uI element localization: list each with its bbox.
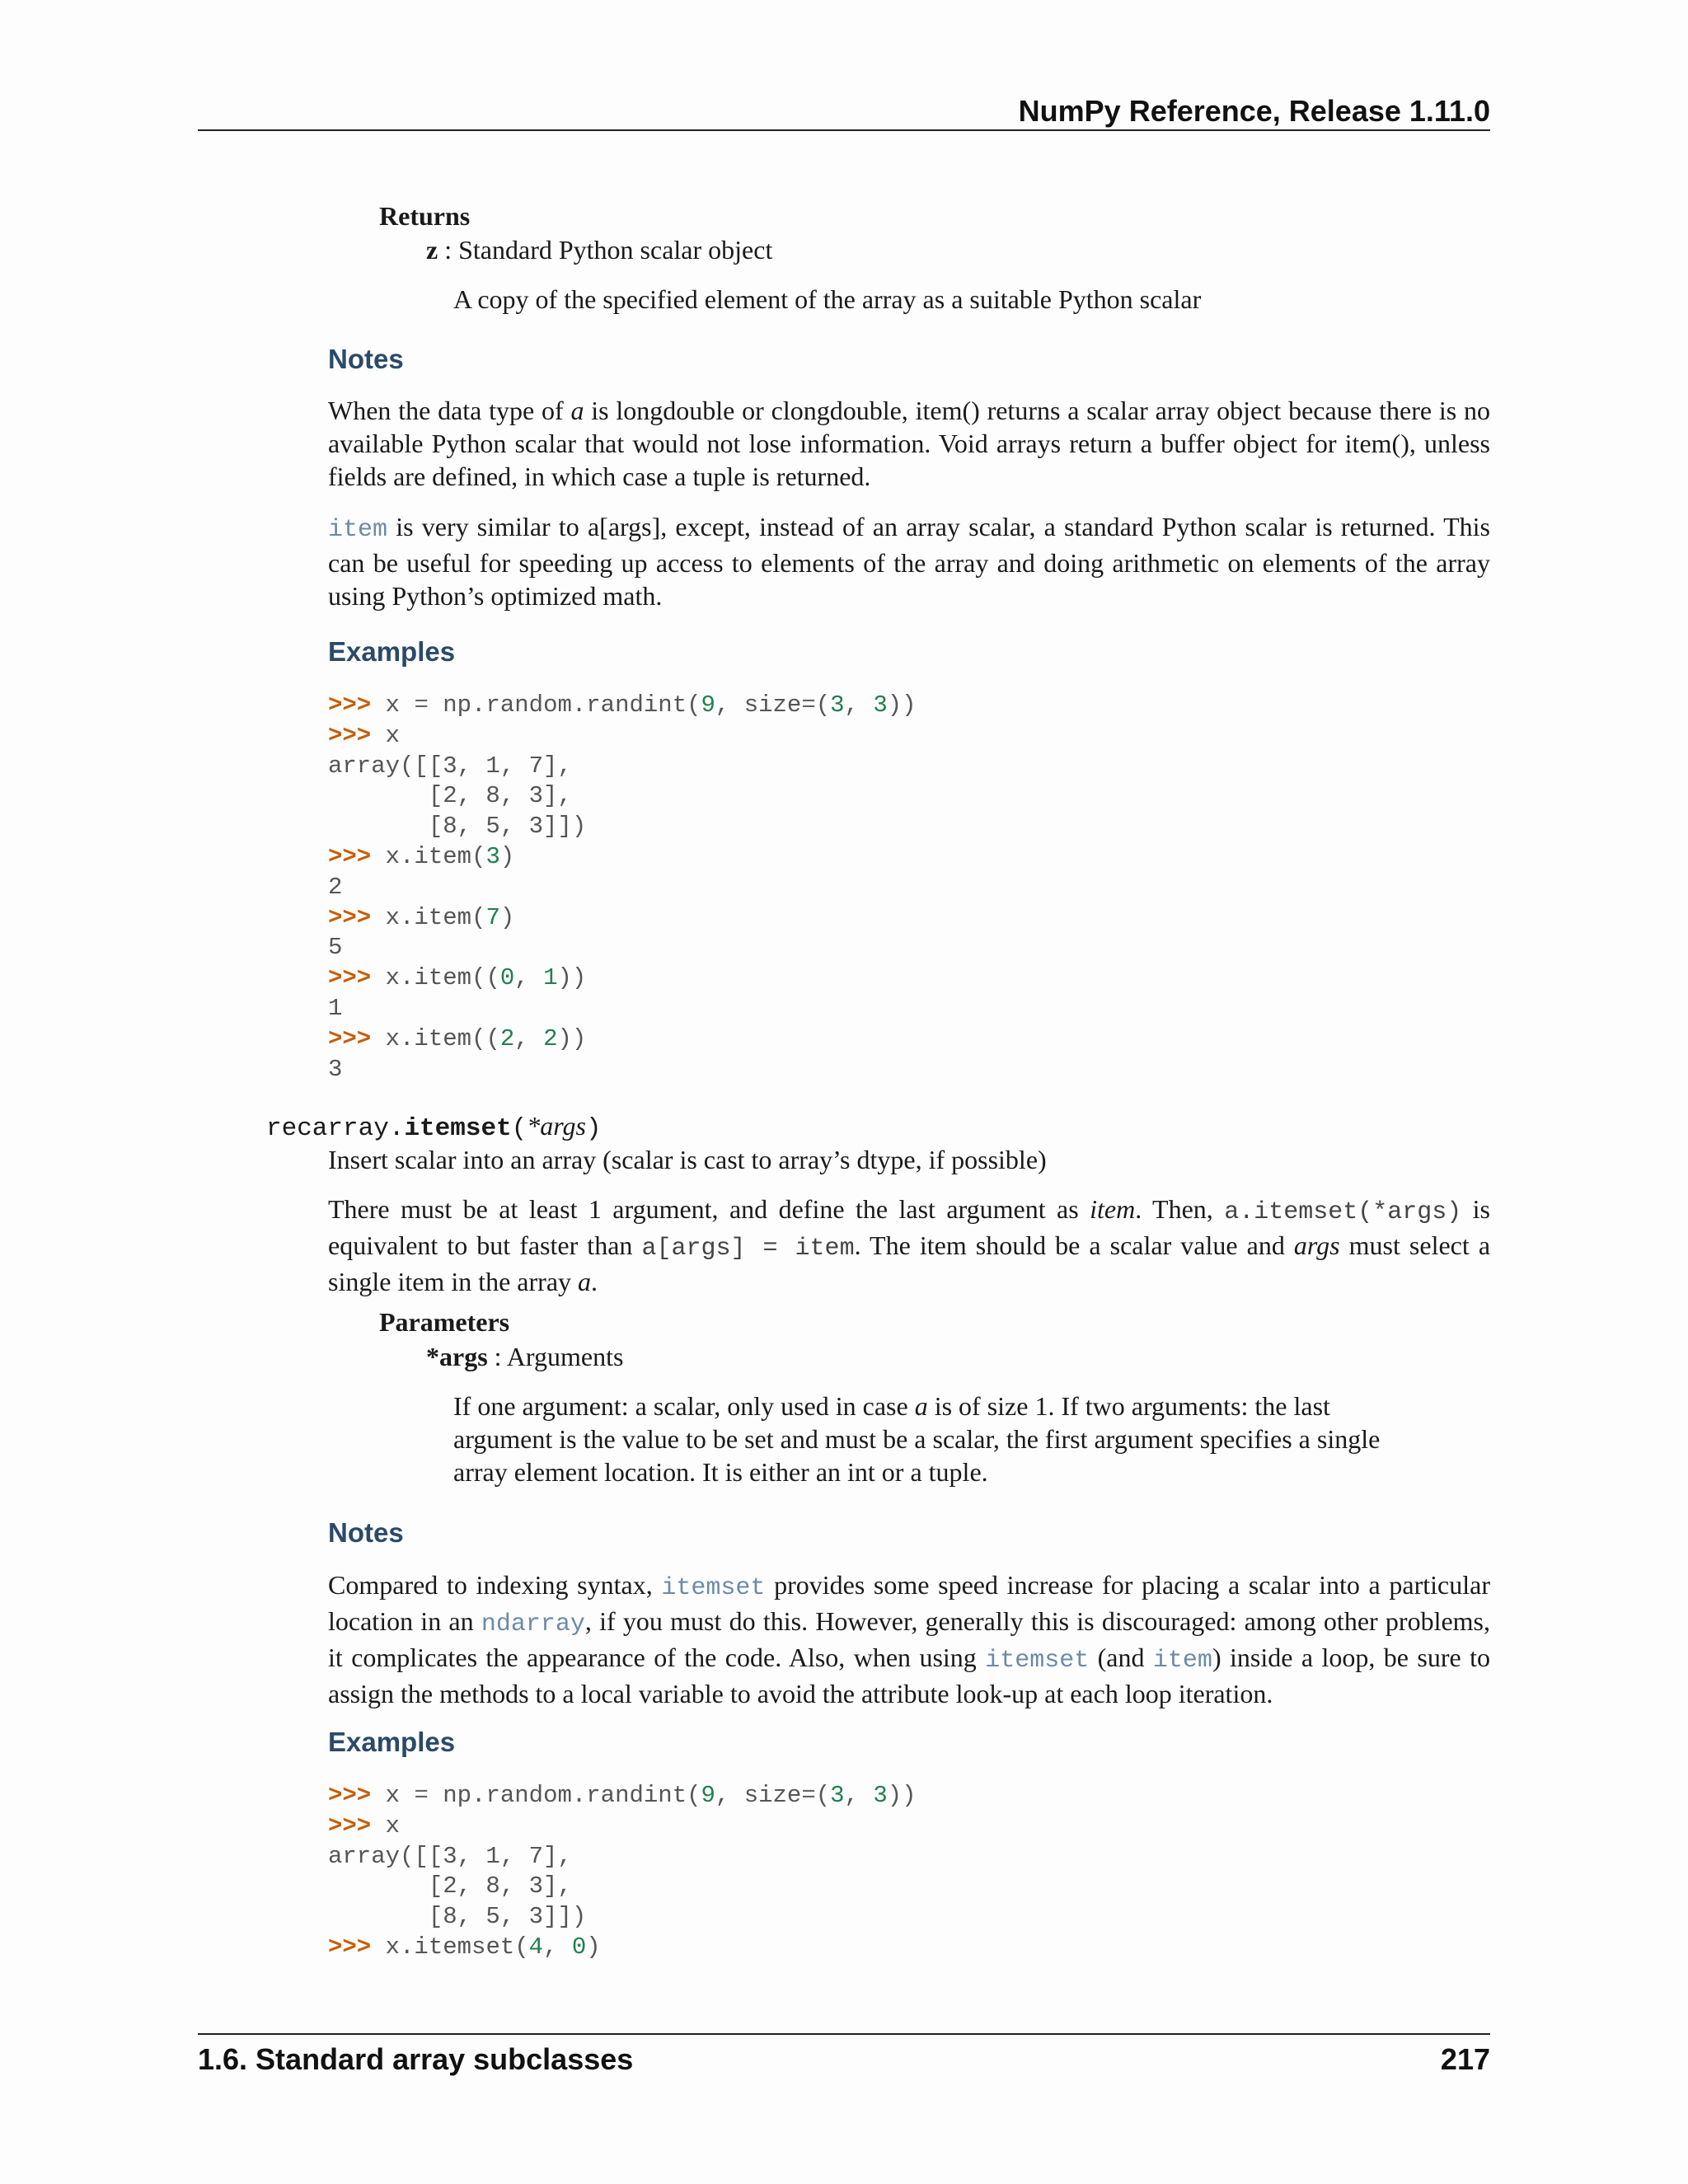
footer-rule	[198, 2033, 1490, 2035]
examples-heading-itemset: Examples	[328, 1727, 456, 1757]
parameter-name: *args	[426, 1342, 488, 1371]
notes-paragraph-itemset: Compared to indexing syntax, itemset provides some speed increase for placing a scalar into a particular location in an ndarray, if you must do this. However, generally this is discouraged: among other problems, it complicates the appearance of the code. Also, when using itemset (and item) inside a loop, be sure to assign the methods to a local variable to avoid the attribute look-up at each loop iteration.	[328, 1570, 1491, 1708]
method-summary: Insert scalar into an array (scalar is cast to array’s dtype, if possible)	[328, 1145, 1047, 1174]
parameter-description: If one argument: a scalar, only used in case a is of size 1. If two arguments: the last argument is the value to be set and must be a scalar, the first argument specifies a single array element location. It is either an int or a tuple.	[453, 1391, 1381, 1487]
method-signature-itemset: recarray.itemset(*args)	[266, 1111, 602, 1143]
parameters-heading: Parameters	[379, 1307, 510, 1337]
notes-paragraph-1: When the data type of a is longdouble or clongdouble, item() returns a scalar array object because there is no available Python scalar that would not lose information. Void arrays return a buffer object for item(), unless fields are defined, in which case a tuple is returned.	[328, 396, 1491, 491]
notes-heading-itemset: Notes	[328, 1517, 404, 1548]
parameter-type: : Arguments	[487, 1342, 624, 1371]
returns-description: A copy of the specified element of the array as a suitable Python scalar	[453, 284, 1202, 314]
method-name: itemset	[404, 1114, 512, 1143]
notes-heading: Notes	[328, 344, 404, 374]
code-example-itemset: >>> x = np.random.randint(9, size=(3, 3)) >>> x array([[3, 1, 7], [2, 8, 3], [8, 5, 3]]) >>> x.itemset(4, 0)	[328, 1782, 917, 1961]
header-rule	[198, 129, 1490, 131]
returns-name: z	[426, 235, 438, 265]
returns-type: : Standard Python scalar object	[438, 235, 773, 265]
item-reference-link[interactable]: item	[328, 516, 388, 544]
notes-paragraph-2: item is very similar to a[args], except, instead of an array scalar, a standard Python scalar is returned. This can be useful for speeding up access to elements of the array and doing arithmetic on elements of the array using Python’s optimized math.	[328, 512, 1490, 611]
footer-section-title: 1.6. Standard array subclasses	[198, 2042, 634, 2076]
ndarray-reference-link[interactable]: ndarray	[481, 1610, 585, 1638]
item-reference-link[interactable]: item	[1152, 1647, 1212, 1675]
page-number: 217	[1440, 2042, 1490, 2076]
parameter-field	[426, 1340, 623, 1373]
returns-field	[426, 233, 772, 266]
itemset-reference-link[interactable]: itemset	[661, 1574, 766, 1602]
returns-heading: Returns	[379, 201, 471, 231]
examples-heading: Examples	[328, 636, 456, 667]
itemset-reference-link[interactable]: itemset	[985, 1647, 1090, 1675]
code-example-item: >>> x = np.random.randint(9, size=(3, 3)) >>> x array([[3, 1, 7], [2, 8, 3], [8, 5, 3]]) >>> x.item(3) 2 >>> x.item(7) 5 >>> x.item((0, 1)) 1 >>> x.item((2, 2)) 3	[328, 691, 917, 1083]
itemset-description: There must be at least 1 argument, and define the last argument as item. Then, a.itemset(*args) is equivalent to but faster than a[args] = item. The item should be a scalar value and args must select a single item in the array a.	[328, 1194, 1491, 1296]
page-header-title: NumPy Reference, Release 1.11.0	[1018, 94, 1490, 128]
